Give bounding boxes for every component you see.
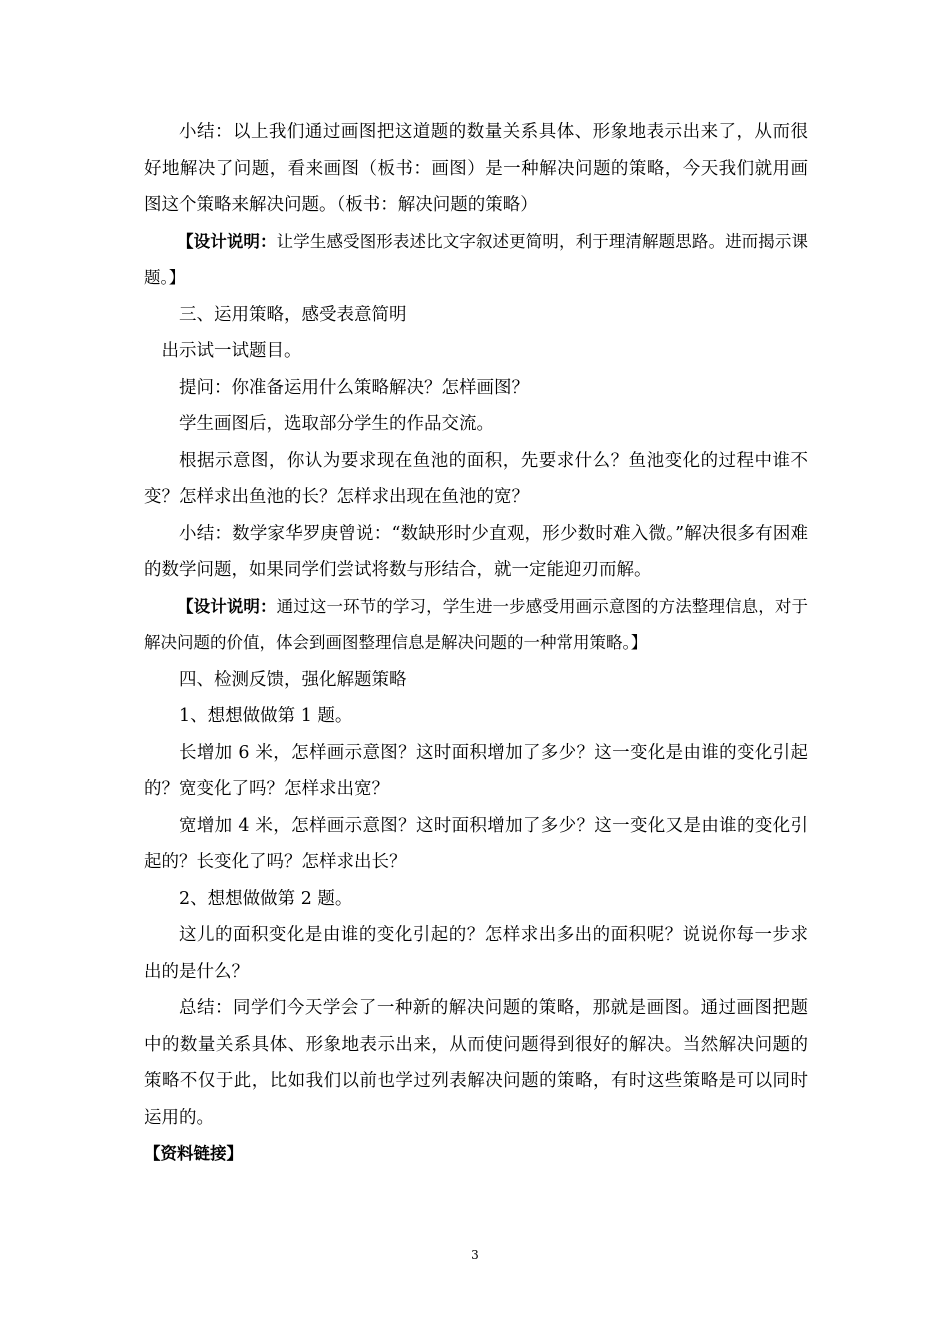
design-note-1 <box>144 224 808 297</box>
resource-link-heading: 【资料链接】 <box>144 1144 243 1163</box>
paragraph-show-trial: 出示试一试题目。 <box>161 341 302 361</box>
paragraph-diagram-question: 根据示意图，你认为要求现在鱼池的面积，先要求什么？鱼池变化的过程中谁不变？怎样求出鱼池的长？怎样求出现在鱼池的宽？ <box>144 450 808 507</box>
paragraph-width-increase: 宽增加 4 米，怎样画示意图？这时面积增加了多少？这一变化又是由谁的变化引起的？长变化了吗？怎样求出长？ <box>144 815 808 872</box>
paragraph-summary-1: 小结：以上我们通过画图把这道题的数量关系具体、形象地表示出来了，从而很好地解决了问题，看来画图（板书：画图）是一种解决问题的策略，今天我们就用画图这个策略来解决问题。（板书：解决问题的策略） <box>144 122 808 215</box>
design-note-label: 【设计说明： <box>177 231 277 251</box>
section-heading-4: 四、检测反馈，强化解题策略 <box>179 669 407 690</box>
paragraph-length-increase: 长增加 6 米，怎样画示意图？这时面积增加了多少？这一变化是由谁的变化引起的？宽变化了吗？怎样求出宽？ <box>144 742 808 799</box>
design-note-text: 让学生感受图形表述比文字叙述更简明，利于理清解题思路。进而揭示课题。】 <box>144 231 809 287</box>
paragraph-area-change: 这儿的面积变化是由谁的变化引起的？怎样求出多出的面积呢？说说你每一步求出的是什么？ <box>144 925 808 982</box>
design-note-text: 通过这一环节的学习，学生进一步感受用画示意图的方法整理信息，对于解决问题的价值，体会到画图整理信息是解决问题的一种常用策略。】 <box>144 596 809 652</box>
exercise-2-heading: 2、想想做做第 2 题。 <box>179 888 353 909</box>
paragraph-summary-2: 小结：数学家华罗庚曾说：“数缺形时少直观，形少数时难入微。”解决很多有困难的数学问题，如果同学们尝试将数与形结合，就一定能迎刃而解。 <box>144 523 808 580</box>
paragraph-question: 提问：你准备运用什么策略解决？怎样画图？ <box>179 377 529 398</box>
document-body <box>144 114 808 1173</box>
page-number: 3 <box>471 1248 479 1262</box>
paragraph-student-drawing: 学生画图后，选取部分学生的作品交流。 <box>179 414 494 434</box>
section-heading-3: 三、运用策略，感受表意简明 <box>179 304 407 325</box>
design-note-label: 【设计说明： <box>177 596 277 616</box>
exercise-1-heading: 1、想想做做第 1 题。 <box>179 706 353 726</box>
paragraph-conclusion: 总结：同学们今天学会了一种新的解决问题的策略，那就是画图。通过画图把题中的数量关系具体、形象地表示出来，从而使问题得到很好的解决。当然解决问题的策略不仅于此，比如我们以前也学过列表解决问题的策略，有时这些策略是可以同时运用的。 <box>144 998 808 1128</box>
design-note-2 <box>144 589 808 662</box>
